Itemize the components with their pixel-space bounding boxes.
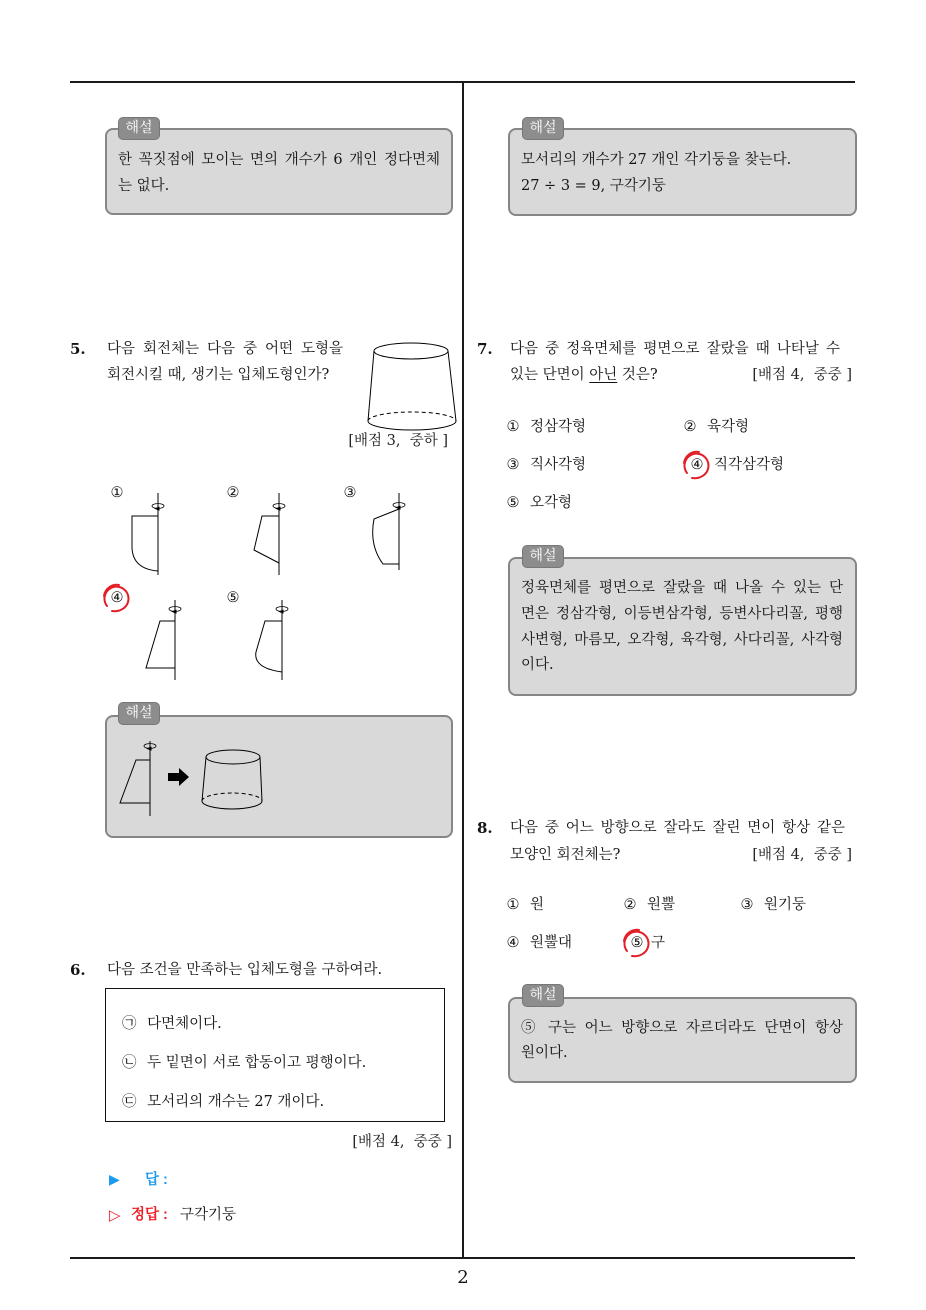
choice-marker: ① (506, 419, 520, 435)
choice-text: 원기둥 (764, 897, 807, 913)
problem-question-line: 다음 조건을 만족하는 입체도형을 구하여라. (107, 962, 383, 978)
correct-answer-arrow-icon: ▷ (109, 1206, 121, 1224)
explanation-text-line: 모서리의 개수가 27 개인 각기둥을 찾는다. (521, 152, 792, 168)
choice-2-figure (254, 493, 285, 575)
score-label: [배점 3, 중하 ] (348, 433, 448, 449)
choice-marker: ⑤ (506, 495, 520, 511)
rotation-arrow-icon (276, 607, 288, 613)
condition-marker: ㉢ (122, 1094, 137, 1110)
explanation-label: 해설 (522, 117, 564, 140)
choice-item (689, 452, 784, 478)
question-emphasis: 아닌 (589, 367, 618, 383)
rotation-arrow-icon (152, 504, 164, 510)
explanation-text-line: 사변형, 마름모, 오각형, 육각형, 사다리꼴, 사각형 (521, 632, 843, 648)
choice-marker-4: ④ (110, 590, 124, 606)
choice-marker: ② (623, 897, 637, 913)
explanation-text-line: 정육면체를 평면으로 잘랐을 때 나올 수 있는 단 (521, 580, 843, 596)
score-label: [배점 4, 중중 ] (752, 847, 852, 863)
condition-item (122, 1089, 324, 1115)
choice-marker: ⑤ (630, 935, 644, 951)
choice-text: 오각형 (530, 495, 573, 511)
problem-question-line: 다음 회전체는 다음 중 어떤 도형을 (107, 341, 343, 357)
problem-number: 5. (70, 340, 86, 358)
choice-item (505, 452, 586, 478)
column-divider (462, 82, 464, 1258)
explanation-text-line: 는 없다. (118, 178, 170, 194)
condition-text: 다면체이다. (147, 1016, 222, 1032)
correct-answer-label: 정답 : (131, 1207, 168, 1223)
explanation-text-line: 원이다. (521, 1045, 568, 1061)
choice-text: 원뿔대 (530, 935, 573, 951)
choice-marker: ③ (740, 897, 754, 913)
choice-marker-3: ③ (343, 485, 357, 501)
choice-1-figure (132, 493, 164, 575)
condition-text: 모서리의 개수는 27 개이다. (147, 1094, 325, 1110)
choice-item (739, 892, 806, 918)
choice-item (629, 930, 665, 956)
explanation-label: 해설 (522, 984, 564, 1007)
explanation-label: 해설 (118, 702, 160, 725)
condition-item (122, 1050, 366, 1076)
explanation-label: 해설 (522, 545, 564, 568)
explanation-text-line: 한 꼭짓점에 모이는 면의 개수가 6 개인 정다면체 (118, 152, 440, 168)
choice-4-figure (146, 600, 181, 680)
condition-item (122, 1011, 222, 1037)
problem-number: 8. (477, 819, 493, 837)
choice-marker: ④ (506, 935, 520, 951)
explanation-text-line: ⑤ 구는 어느 방향으로 자르더라도 단면이 항상 (521, 1020, 843, 1036)
choice-item (505, 414, 586, 440)
choice-text: 직각삼각형 (714, 457, 785, 473)
choice-item (505, 490, 572, 516)
rotation-arrow-icon (273, 504, 285, 510)
explanation-label: 해설 (118, 117, 160, 140)
problem-question-line: 다음 중 어느 방향으로 잘라도 잘린 면이 항상 같은 (510, 820, 845, 836)
problem-question-line: 다음 중 정육면체를 평면으로 잘랐을 때 나타날 수 (510, 341, 840, 357)
answer-label: 답 : (145, 1172, 168, 1188)
choice-5-figure (256, 600, 288, 680)
problem-question-line: 모양인 회전체는? (510, 847, 621, 863)
problem-number: 6. (70, 961, 86, 979)
explanation-box-2 (105, 715, 453, 838)
explanation-text-line: 면은 정삼각형, 이등변삼각형, 등변사다리꼴, 평행 (521, 606, 843, 622)
problem-question-line: 회전시킬 때, 생기는 입체도형인가? (107, 367, 330, 383)
question-text: 있는 단면이 (510, 367, 590, 383)
choice-marker: ④ (690, 457, 704, 473)
correct-answer-value: 구각기둥 (180, 1207, 237, 1223)
condition-marker: ㉡ (122, 1055, 137, 1071)
answer-arrow-icon: ▶ (109, 1172, 120, 1188)
explanation-text-line: 27 ÷ 3 = 9, 구각기둥 (521, 178, 666, 194)
choice-marker-5: ⑤ (226, 590, 240, 606)
problem-question-line (510, 362, 658, 388)
choice-text: 원 (530, 897, 545, 913)
condition-text: 두 밑면이 서로 합동이고 평행이다. (147, 1055, 367, 1071)
choice-item (505, 892, 544, 918)
choice-3-figure (373, 493, 405, 570)
choice-text: 육각형 (707, 419, 750, 435)
explanation-text-line: 이다. (521, 657, 554, 673)
problem-number: 7. (477, 340, 493, 358)
question-text: 것은? (617, 367, 658, 383)
rotation-arrow-icon (169, 607, 181, 613)
choice-item (682, 414, 749, 440)
choice-text: 정삼각형 (530, 419, 587, 435)
score-label: [배점 4, 중중 ] (752, 367, 852, 383)
page-number: 2 (457, 1267, 469, 1288)
choice-text: 직사각형 (530, 457, 587, 473)
choice-item (505, 930, 572, 956)
choice-marker-2: ② (226, 485, 240, 501)
rotation-arrow-icon (393, 503, 405, 509)
choice-marker: ③ (506, 457, 520, 473)
choice-text: 원뿔 (647, 897, 676, 913)
choice-marker: ② (683, 419, 697, 435)
frustum-figure (368, 343, 456, 430)
choice-text: 구 (651, 935, 666, 951)
choice-marker: ① (506, 897, 520, 913)
choice-marker-1: ① (110, 485, 124, 501)
condition-marker: ㉠ (122, 1016, 137, 1032)
score-label: [배점 4, 중중 ] (352, 1134, 452, 1150)
bottom-rule (70, 1257, 855, 1259)
choice-item (622, 892, 675, 918)
